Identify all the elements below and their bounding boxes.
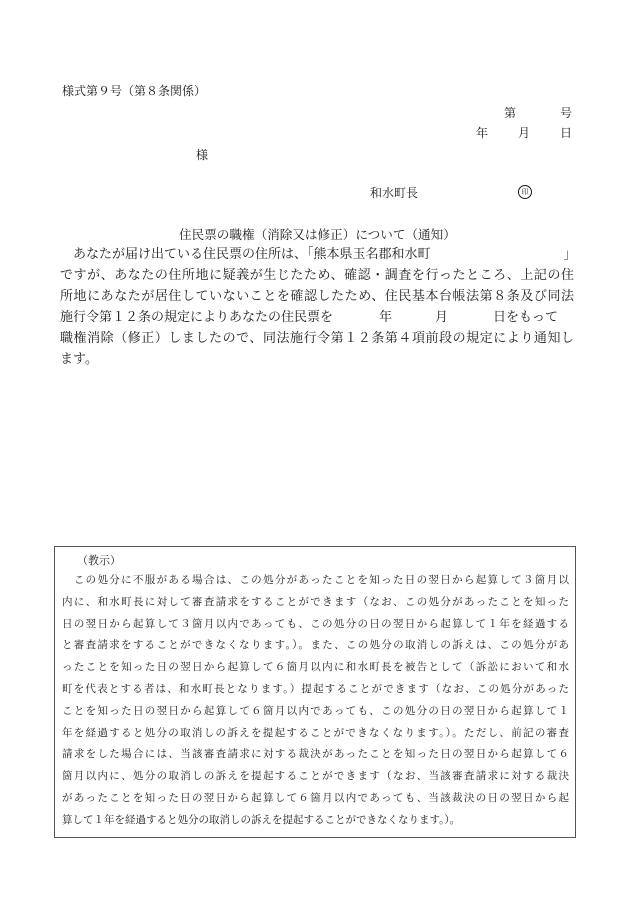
document-number-prefix: 第 xyxy=(504,106,517,120)
date-year: 年 xyxy=(476,126,489,140)
notice-line: この処分に不服がある場合は、この処分があったことを知った日の翌日から起算して３箇月以 xyxy=(62,574,569,586)
notice-line: 算して１年を経過すると処分の取消しの訴えを提起することができなくなります。）。 xyxy=(62,813,461,826)
notice-line: 町を代表とする者は、和水町長となります。）提起することができます（なお、この処分があった xyxy=(62,682,569,695)
body-line: ます。 xyxy=(60,352,98,367)
addressee-honorific: 様 xyxy=(196,148,209,162)
notice-line: 年を経過すると処分の取消しの訴えを提起することができなくなります。）。ただし、前記の審査 xyxy=(62,726,569,739)
notice-body xyxy=(60,244,577,370)
body-line: 職権消除（修正）しましたので、同法施行令第１２条第４項前段の規定により通知し xyxy=(60,331,574,346)
document-number xyxy=(504,106,572,120)
sender-name: 和水町長 xyxy=(370,186,419,200)
appeal-notice-heading: （教示） xyxy=(77,554,121,567)
body-line: ですが、あなたの住所地に疑義が生じたため、確認・調査を行ったところ、上記の住 xyxy=(60,268,574,283)
notice-line: 日の翌日から起算して３箇月以内であっても、この処分の日の翌日から起算して１年を経過する xyxy=(62,617,569,630)
form-number: 様式第９号（第８条関係） xyxy=(62,84,207,98)
document-date xyxy=(476,126,572,140)
notice-line: 請求をした場合には、当該審査請求に対する裁決があったことを知った日の翌日から起算して６ xyxy=(62,748,569,761)
document-number-suffix: 号 xyxy=(559,106,572,120)
notice-line: ことを知った日の翌日から起算して６箇月以内であっても、この処分の日の翌日から起算して１ xyxy=(62,704,569,717)
notice-line: 内に、和水町長に対して審査請求をすることができます（なお、この処分があったことを知った xyxy=(62,595,569,608)
date-month: 月 xyxy=(517,126,530,140)
body-line: あなたが届け出ている住民票の住所は、「熊本県玉名郡和水町 」 xyxy=(60,247,577,262)
appeal-notice-body xyxy=(62,570,569,832)
body-line: 所地にあなたが居住していないことを確認したため、住民基本台帳法第８条及び同法 xyxy=(60,289,574,304)
notice-title: 住民票の職権（消除又は修正）について（通知） xyxy=(179,227,456,242)
notice-line: 箇月以内に、処分の取消しの訴えを提起することができます（なお、当該審査請求に対する裁決 xyxy=(62,770,569,783)
seal-mark-icon: 印 xyxy=(518,185,532,199)
notice-line: ったことを知った日の翌日から起算して６箇月以内に和水町長を被告として（訴訟において和水 xyxy=(62,661,569,674)
date-day: 日 xyxy=(559,126,572,140)
notice-line: があったことを知った日の翌日から起算して６箇月以内であっても、当該裁決の日の翌日から起 xyxy=(62,791,569,804)
notice-line: と審査請求をすることができなくなります。）。また、この処分の取消しの訴えは、この処分があ xyxy=(62,639,569,652)
body-line: 施行令第１２条の規定によりあなたの住民票を 年 月 日をもって xyxy=(60,310,559,325)
appeal-notice-box xyxy=(54,546,576,838)
